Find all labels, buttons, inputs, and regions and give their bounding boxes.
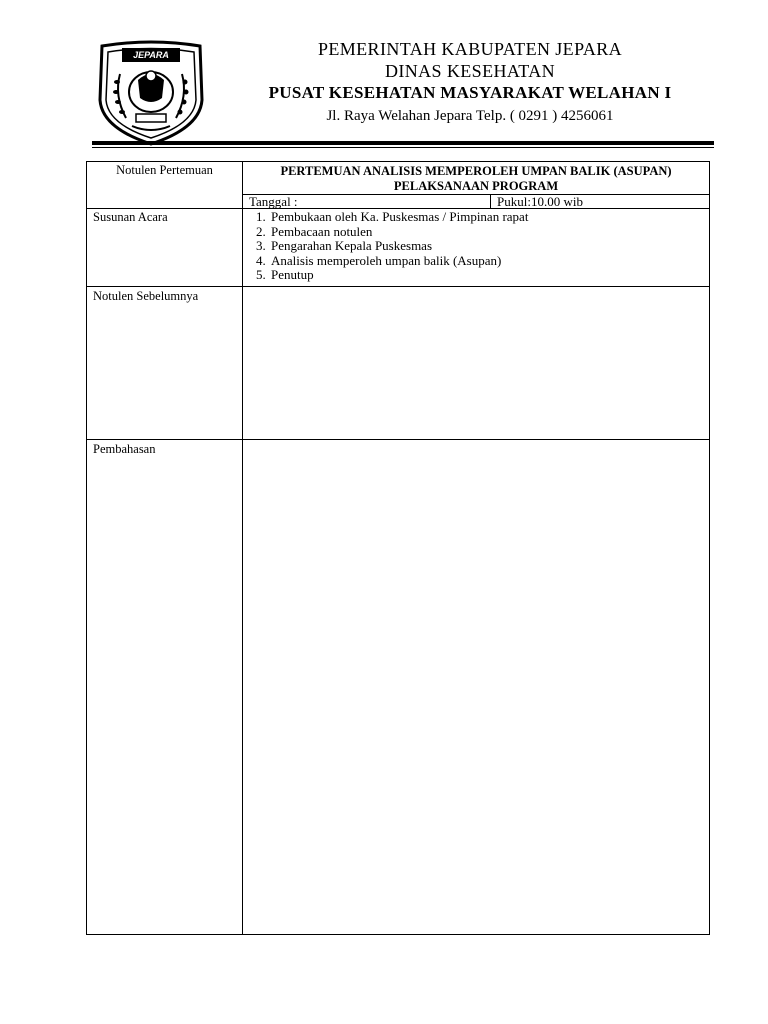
list-item: 1. Pembukaan oleh Ka. Puskesmas / Pimpinan rapat — [269, 210, 703, 225]
minutes-table — [86, 161, 710, 935]
department-name: DINAS KESEHATAN — [384, 61, 556, 81]
date-field: Tanggal : — [243, 195, 491, 209]
list-item: 3. Pengarahan Kepala Puskesmas — [269, 239, 703, 254]
list-item: 5. Penutup — [269, 268, 703, 283]
letterhead-rule-thick — [92, 141, 714, 145]
row-label-agenda: Susunan Acara — [87, 209, 243, 287]
meeting-title: PERTEMUAN ANALISIS MEMPEROLEH UMPAN BALIK (ASUPAN) PELAKSANAAN PROGRAM — [243, 162, 710, 195]
government-name: PEMERINTAH KABUPATEN JEPARA — [317, 39, 623, 59]
logo-banner-text: JEPARA — [133, 50, 169, 60]
row-label-discussion: Pembahasan — [87, 440, 243, 935]
letterhead-rule-thin — [92, 147, 714, 148]
table-row — [87, 162, 710, 195]
institution-name: PUSAT KESEHATAN MASYARAKAT WELAHAN I — [268, 83, 672, 102]
letterhead — [215, 38, 725, 126]
agenda-list — [245, 210, 703, 283]
list-item: 4. Analisis memperoleh umpan balik (Asupan) — [269, 254, 703, 269]
row-label-notulen: Notulen Pertemuan — [87, 162, 243, 209]
table-row — [87, 209, 710, 287]
previous-minutes-cell — [243, 287, 710, 440]
table-row — [87, 287, 710, 440]
institution-address: Jl. Raya Welahan Jepara Telp. ( 0291 ) 4256061 — [326, 108, 614, 124]
list-item: 2. Pembacaan notulen — [269, 225, 703, 240]
row-label-previous: Notulen Sebelumnya — [87, 287, 243, 440]
table-row — [87, 440, 710, 935]
time-field: Pukul:10.00 wib — [491, 195, 710, 209]
jepara-regency-logo — [92, 40, 210, 146]
discussion-cell — [243, 440, 710, 935]
agenda-cell — [243, 209, 710, 287]
